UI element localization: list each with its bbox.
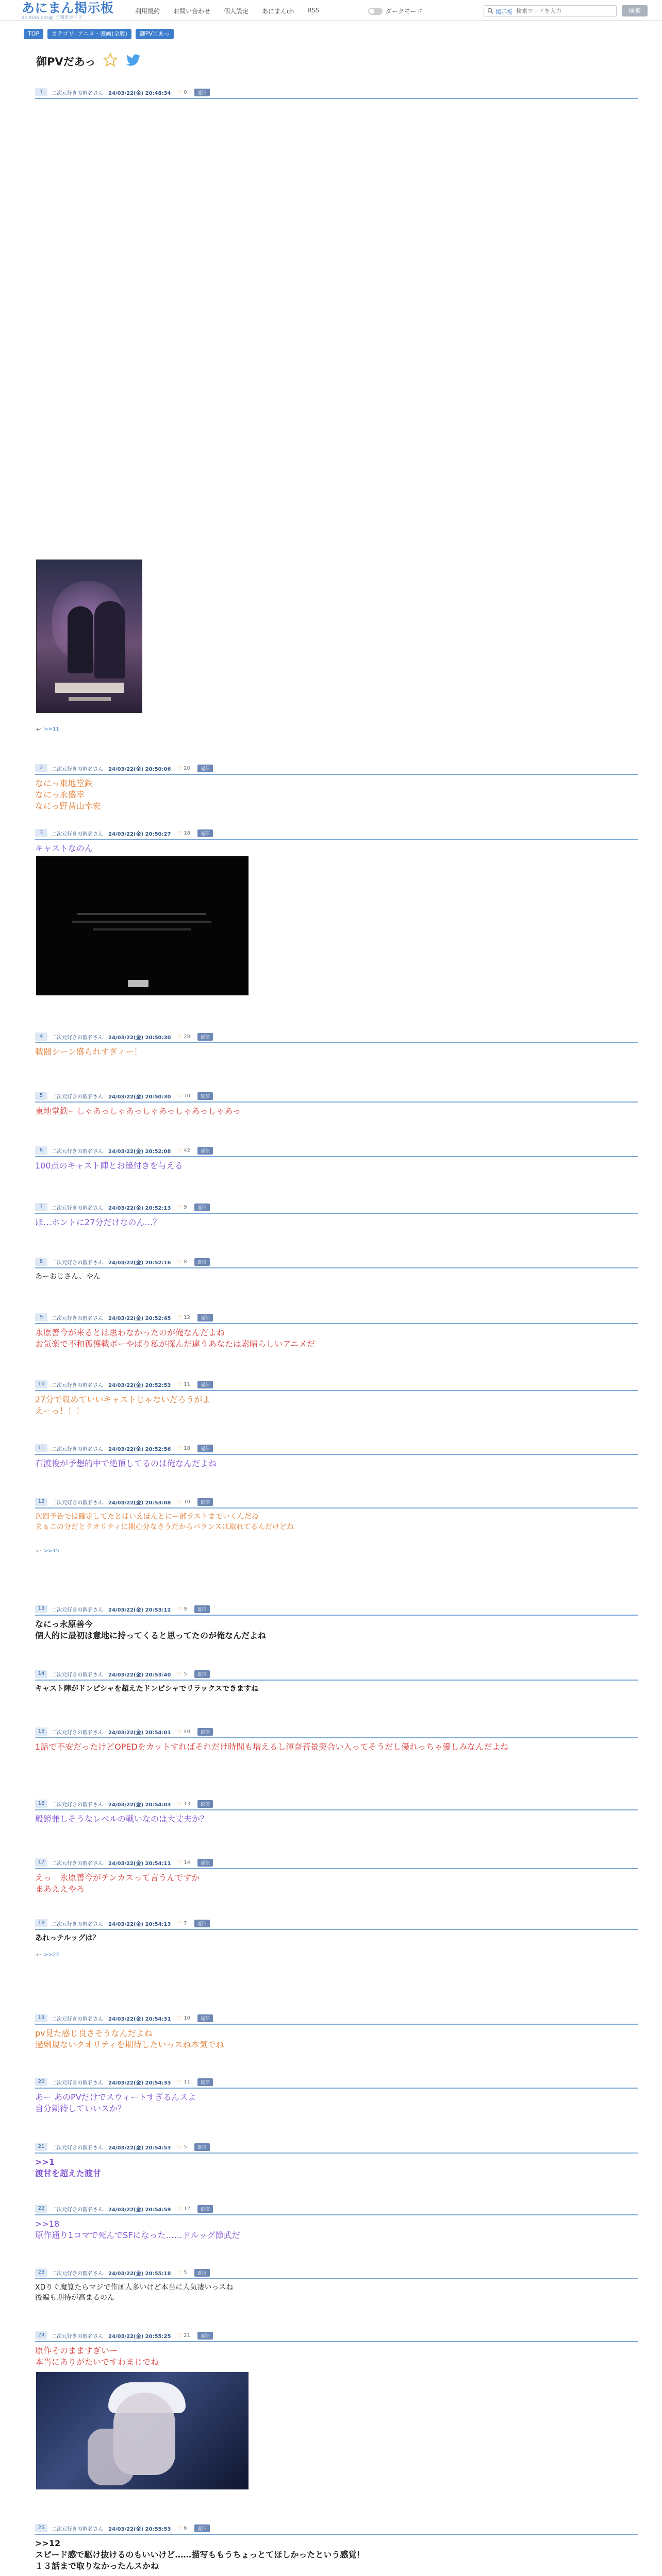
poster-name: 二次元好きの匿名さん xyxy=(52,1607,103,1613)
poster-name: 二次元好きの匿名さん xyxy=(52,1860,103,1867)
post-header xyxy=(35,2012,638,2024)
heart-icon[interactable]: ♡ xyxy=(177,1605,183,1613)
breadcrumb xyxy=(24,29,174,39)
search-box[interactable] xyxy=(484,5,617,16)
poster-name: 二次元好きの匿名さん xyxy=(52,1382,103,1388)
post-number[interactable]: 24 xyxy=(35,2331,47,2340)
post-date: 24/03/22(金) 20:54:01 xyxy=(108,1730,171,1736)
post-date: 24/03/22(金) 20:54:59 xyxy=(108,2207,171,2213)
heart-icon[interactable]: ♡ xyxy=(177,1092,183,1099)
post-body: キャストなのん xyxy=(35,843,93,853)
like-count: 12 xyxy=(184,2206,191,2212)
post-header xyxy=(35,1726,638,1737)
post-date: 24/03/22(金) 20:48:34 xyxy=(108,90,171,96)
poster-name: 二次元好きの匿名さん xyxy=(52,1094,103,1100)
post-body: 27分で収めていいキャストじゃないだろうがよ えーっ！！！ xyxy=(35,1395,211,1416)
quote-link[interactable] xyxy=(36,1548,59,1554)
reply-button[interactable]: 返信 xyxy=(194,1920,210,1927)
post-divider xyxy=(35,1267,638,1268)
poster-name: 二次元好きの匿名さん xyxy=(52,2526,103,2532)
post-body: 次回予告では確定してたとはいえほんとにー部ラストまでいくんだね まぁこの分だとクオリティに期心分なさうだからバランスは取れてるんだけどね xyxy=(35,1513,294,1531)
poster-name: 二次元好きの匿名さん xyxy=(52,1730,103,1736)
post-body: あーおじさん、やん xyxy=(35,1273,101,1281)
post-number[interactable]: 7 xyxy=(35,1203,47,1211)
post-header xyxy=(35,1145,638,1156)
post xyxy=(35,1090,638,1116)
post-number[interactable]: 9 xyxy=(35,1313,47,1321)
post xyxy=(35,87,638,733)
heart-icon[interactable]: ♡ xyxy=(177,1147,183,1154)
post-body: 100点のキャスト陣とお墨付きを与える xyxy=(35,1161,183,1171)
post-divider xyxy=(35,2153,638,2154)
post-header xyxy=(35,1496,638,1507)
reply-button[interactable]: 返信 xyxy=(194,1670,210,1678)
heart-icon[interactable]: ♡ xyxy=(177,89,183,96)
post-header xyxy=(35,1312,638,1323)
post-divider xyxy=(35,98,638,99)
reply-button[interactable]: 返信 xyxy=(197,1445,213,1452)
post-body: 東地堂鉄ーしゃあっしゃあっしゃあっしゃあっしゃあっ xyxy=(35,1106,241,1116)
like-count: 9 xyxy=(184,1606,187,1612)
post xyxy=(35,762,638,811)
like-count: 10 xyxy=(184,1499,191,1505)
post-divider xyxy=(35,774,638,775)
reply-button[interactable]: 返信 xyxy=(197,829,213,837)
post-divider xyxy=(35,1213,638,1214)
post-number[interactable]: 8 xyxy=(35,1258,47,1266)
post-header xyxy=(35,1857,638,1868)
post-header xyxy=(35,827,638,839)
poster-name: 二次元好きの匿名さん xyxy=(52,1260,103,1266)
post-date: 24/03/22(金) 20:50:30 xyxy=(108,1035,171,1041)
reply-arrow-icon: ↩ xyxy=(36,726,41,733)
post-body: 永原善今が来るとは思わなかったのが俺なんだよね お気楽で不和孤獲戦ボーやばり私が探んだ違うあなたは素晴らしいアニメだ xyxy=(35,1328,316,1349)
heart-icon[interactable]: ♡ xyxy=(177,2014,183,2022)
quote-ref[interactable]: >>15 xyxy=(44,1548,59,1554)
post xyxy=(35,1379,638,1416)
poster-name: 二次元好きの匿名さん xyxy=(52,2145,103,2151)
heart-icon[interactable]: ♡ xyxy=(177,1445,183,1452)
post-divider xyxy=(35,2024,638,2025)
top-nav xyxy=(135,7,320,15)
reply-button[interactable]: 返信 xyxy=(197,2078,213,2086)
post-divider xyxy=(35,1323,638,1324)
like-count: 5 xyxy=(184,2269,187,2276)
post-date: 24/03/22(金) 20:52:08 xyxy=(108,1148,171,1155)
heart-icon[interactable]: ♡ xyxy=(177,2143,183,2150)
post-number[interactable]: 12 xyxy=(35,1498,47,1506)
search-input[interactable] xyxy=(516,7,614,15)
post-image-character[interactable] xyxy=(36,2372,249,2489)
toggle-switch-icon[interactable] xyxy=(368,8,383,15)
post-header xyxy=(35,1443,638,1454)
poster-name: 二次元好きの匿名さん xyxy=(52,2333,103,2340)
post-divider xyxy=(35,2534,638,2535)
poster-name: 二次元好きの匿名さん xyxy=(52,1035,103,1041)
like-count: 5 xyxy=(184,2144,187,2150)
post-divider xyxy=(35,1615,638,1616)
poster-name: 二次元好きの匿名さん xyxy=(52,1500,103,1506)
post-number[interactable]: 6 xyxy=(35,1146,47,1155)
poster-name: 二次元好きの匿名さん xyxy=(52,2270,103,2277)
post xyxy=(35,2203,638,2240)
post-divider xyxy=(35,1390,638,1391)
post-date: 24/03/22(金) 20:50:06 xyxy=(108,766,171,772)
post-header xyxy=(35,1201,638,1213)
top-bar xyxy=(0,0,662,21)
post-number[interactable]: 19 xyxy=(35,2014,47,2022)
post-body: 戦闘シーン盛られすぎィー！ xyxy=(35,1047,142,1057)
post-number[interactable]: 25 xyxy=(35,2524,47,2532)
site-logo[interactable] xyxy=(22,1,114,21)
reply-button[interactable]: 返信 xyxy=(197,2014,213,2022)
post-date: 24/03/22(金) 20:50:27 xyxy=(108,831,171,837)
post-date: 24/03/22(金) 20:55:53 xyxy=(108,2526,171,2532)
reply-arrow-icon: ↩ xyxy=(36,1548,41,1554)
nav-settings[interactable]: 個人設定 xyxy=(224,8,249,15)
post-header xyxy=(35,2203,638,2214)
reply-button[interactable]: 返信 xyxy=(194,2524,210,2532)
like-count: 21 xyxy=(184,2332,191,2338)
post-number[interactable]: 5 xyxy=(35,1092,47,1100)
poster-name: 二次元好きの匿名さん xyxy=(52,2207,103,2213)
post-divider xyxy=(35,2278,638,2279)
post xyxy=(35,1798,638,1824)
heart-icon[interactable]: ♡ xyxy=(177,829,183,837)
post-number[interactable]: 17 xyxy=(35,1858,47,1867)
post-date: 24/03/22(金) 20:54:33 xyxy=(108,2080,171,2086)
post-header xyxy=(35,762,638,774)
heart-icon[interactable]: ♡ xyxy=(177,1033,183,1040)
reply-button[interactable]: 返信 xyxy=(197,1859,213,1867)
post-header xyxy=(35,1379,638,1390)
search-scope[interactable]: 掲示板 xyxy=(495,9,512,15)
post-date: 24/03/22(金) 20:55:25 xyxy=(108,2333,171,2340)
heart-icon[interactable]: ♡ xyxy=(177,1314,183,1321)
post-date: 24/03/22(金) 20:54:31 xyxy=(108,2016,171,2022)
post-date: 24/03/22(金) 20:53:08 xyxy=(108,1500,171,1506)
post-header xyxy=(35,87,638,98)
post-body: XDりぐ魔筧たらマジで作画人多いけど本当に人気凄いっスね 後編も期待が高まるのん xyxy=(35,2283,234,2302)
post-header xyxy=(35,1668,638,1680)
reply-button[interactable]: 返信 xyxy=(197,1314,213,1321)
post xyxy=(35,1256,638,1281)
post-body: なにっ永原善今 個人的に最初は意地に持ってくると思ってたのが俺なんだよね xyxy=(35,1619,267,1640)
reply-button[interactable]: 返信 xyxy=(194,89,210,96)
reply-arrow-icon: ↩ xyxy=(36,1952,41,1958)
post-divider xyxy=(35,1929,638,1930)
poster-name: 二次元好きの匿名さん xyxy=(52,90,103,96)
heart-icon[interactable]: ♡ xyxy=(177,1728,183,1735)
site-brand[interactable]: あにまん掲示板 xyxy=(22,1,114,15)
reply-button[interactable]: 返信 xyxy=(194,1605,210,1613)
like-count: 12 xyxy=(184,1314,191,1320)
post-body: 原作そのまますぎいー 本当にありがたいですわまじでね xyxy=(35,2346,159,2367)
post xyxy=(35,1857,638,1894)
reply-button[interactable]: 返信 xyxy=(197,1728,213,1736)
post-number[interactable]: 20 xyxy=(35,2078,47,2086)
post-date: 24/03/22(金) 20:53:12 xyxy=(108,1607,171,1613)
poster-name: 二次元好きの匿名さん xyxy=(52,1921,103,1927)
breadcrumb-category[interactable]: カテゴリ: アニメ・漫画(全般) xyxy=(47,29,131,39)
post-date: 24/03/22(金) 20:54:53 xyxy=(108,2145,171,2151)
post-date: 24/03/22(金) 20:54:11 xyxy=(108,1860,171,1867)
reply-button[interactable]: 返信 xyxy=(194,2143,210,2151)
post-divider xyxy=(35,1454,638,1455)
post-date: 24/03/22(金) 20:52:53 xyxy=(108,1382,171,1388)
post-header xyxy=(35,2522,638,2534)
post-date: 24/03/22(金) 20:55:18 xyxy=(108,2270,171,2277)
post xyxy=(35,2076,638,2113)
heart-icon[interactable]: ♡ xyxy=(177,1381,183,1388)
post xyxy=(35,1496,638,1554)
like-count: 0 xyxy=(184,89,187,95)
breadcrumb-top[interactable]: TOP xyxy=(24,29,43,39)
post-divider xyxy=(35,1868,638,1869)
post-number[interactable]: 1 xyxy=(35,88,47,96)
quote-link[interactable] xyxy=(36,726,59,733)
twitter-icon[interactable] xyxy=(126,54,141,67)
post-header xyxy=(35,1256,638,1267)
post xyxy=(35,1603,638,1640)
like-count: 14 xyxy=(184,1859,191,1866)
like-count: 7 xyxy=(184,1920,187,1926)
post xyxy=(35,1031,638,1057)
post-image-poster[interactable] xyxy=(36,560,142,713)
poster-name: 二次元好きの匿名さん xyxy=(52,1672,103,1678)
post-header xyxy=(35,1603,638,1615)
post xyxy=(35,2267,638,2302)
quote-ref[interactable]: >>11 xyxy=(44,726,59,732)
heart-icon[interactable]: ♡ xyxy=(177,1258,183,1265)
post xyxy=(35,1145,638,1171)
page-title: 御PVだあっ xyxy=(36,56,96,68)
post xyxy=(35,2141,638,2178)
post-date: 24/03/22(金) 20:53:40 xyxy=(108,1672,171,1678)
post-date: 24/03/22(金) 20:54:03 xyxy=(108,1802,171,1808)
post-body: えっ 永原善今がチンカスって言うんですか まあええやろ xyxy=(35,1873,200,1894)
like-count: 10 xyxy=(184,2015,191,2021)
dark-mode-toggle[interactable] xyxy=(368,7,423,15)
heart-icon[interactable]: ♡ xyxy=(177,1498,183,1505)
reply-button[interactable]: 返信 xyxy=(194,2269,210,2277)
post-divider xyxy=(35,839,638,840)
post-number[interactable]: 13 xyxy=(35,1605,47,1613)
reply-button[interactable]: 返信 xyxy=(194,1204,210,1211)
reply-button[interactable]: 返信 xyxy=(197,765,213,772)
like-count: 5 xyxy=(184,1671,187,1677)
post-body: >>18 原作通り1コマで死んでSFになった……ドルッグ節武だ xyxy=(35,2219,240,2240)
poster-name: 二次元好きの匿名さん xyxy=(52,2080,103,2086)
post-body: キャスト陣がドンピシャを超えたドンピシャでリラックスできますね xyxy=(35,1685,259,1693)
heart-icon[interactable]: ♡ xyxy=(177,2524,183,2532)
post-divider xyxy=(35,2214,638,2215)
post-header xyxy=(35,1918,638,1929)
post xyxy=(35,1918,638,1958)
post-header xyxy=(35,1090,638,1101)
post xyxy=(35,1201,638,1227)
post-header xyxy=(35,2330,638,2341)
reply-button[interactable]: 返信 xyxy=(197,1800,213,1808)
poster-name: 二次元好きの匿名さん xyxy=(52,2016,103,2022)
post-header xyxy=(35,2141,638,2153)
poster-name: 二次元好きの匿名さん xyxy=(52,831,103,837)
nav-rss[interactable]: RSS xyxy=(307,7,320,14)
post xyxy=(35,2012,638,2049)
post-body: pv見た感じ良さそうなんだよね 過剰規ないクオリティを期待したいっスね本気でね xyxy=(35,2028,224,2049)
quote-link[interactable] xyxy=(36,1952,59,1958)
post-number[interactable]: 11 xyxy=(35,1444,47,1452)
reply-button[interactable]: 返信 xyxy=(197,1092,213,1100)
like-count: 20 xyxy=(184,765,191,771)
like-count: 18 xyxy=(184,1445,191,1451)
heart-icon[interactable]: ♡ xyxy=(177,765,183,772)
poster-name: 二次元好きの匿名さん xyxy=(52,766,103,772)
heart-icon[interactable]: ♡ xyxy=(177,2269,183,2276)
like-count: 42 xyxy=(184,1147,191,1154)
poster-name: 二次元好きの匿名さん xyxy=(52,1446,103,1452)
nav-contact[interactable]: お問い合わせ xyxy=(173,8,211,15)
heart-icon[interactable]: ♡ xyxy=(177,1670,183,1677)
poster-name: 二次元好きの匿名さん xyxy=(52,1148,103,1155)
post xyxy=(35,827,638,853)
post-divider xyxy=(35,1737,638,1738)
reply-button[interactable]: 返信 xyxy=(194,1258,210,1266)
post-body: あー あのPVだけでスウィートすぎるんスよ 自分期待していいスか？ xyxy=(35,2092,196,2113)
post-number[interactable]: 16 xyxy=(35,1800,47,1808)
nav-animanch[interactable]: あにまんch xyxy=(262,8,294,15)
post-body: ほ…ホントに27分だけなのん…？ xyxy=(35,1217,161,1227)
post-date: 24/03/22(金) 20:52:16 xyxy=(108,1260,171,1266)
post-number[interactable]: 2 xyxy=(35,764,47,772)
post-date: 24/03/22(金) 20:50:30 xyxy=(108,1094,171,1100)
poster-name: 二次元好きの匿名さん xyxy=(52,1205,103,1211)
post-image-cast[interactable] xyxy=(36,856,249,995)
heart-icon[interactable]: ♡ xyxy=(177,2078,183,2086)
post-body: 般鏡兼しそうなレベルの戦いなのは大丈夫か？ xyxy=(35,1814,209,1824)
post xyxy=(35,1668,638,1693)
post-number[interactable]: 4 xyxy=(35,1032,47,1041)
post-date: 24/03/22(金) 20:52:56 xyxy=(108,1446,171,1452)
post-number[interactable]: 18 xyxy=(35,1919,47,1927)
post-body: 石渡俊が予想的中で絶頂してるのは俺なんだよね xyxy=(35,1459,217,1468)
post-header xyxy=(35,1031,638,1042)
post-date: 24/03/22(金) 20:52:45 xyxy=(108,1315,171,1321)
post-date: 24/03/22(金) 20:54:13 xyxy=(108,1921,171,1927)
post-divider xyxy=(35,1809,638,1810)
nav-terms[interactable]: 利用規約 xyxy=(135,8,160,15)
reply-button[interactable]: 返信 xyxy=(197,1381,213,1388)
heart-icon[interactable]: ♡ xyxy=(177,1920,183,1927)
post-number[interactable]: 3 xyxy=(35,829,47,837)
like-count: 6 xyxy=(184,2525,187,2531)
like-count: 11 xyxy=(184,1381,191,1387)
post-number[interactable]: 22 xyxy=(35,2205,47,2213)
poster-name: 二次元好きの匿名さん xyxy=(52,1802,103,1808)
reply-button[interactable]: 返信 xyxy=(197,1147,213,1155)
post xyxy=(35,2330,638,2367)
post xyxy=(35,2522,638,2571)
post-divider xyxy=(35,2088,638,2089)
quote-ref[interactable]: >>22 xyxy=(44,1952,59,1958)
heart-icon[interactable]: ♡ xyxy=(177,1800,183,1807)
reply-button[interactable]: 返信 xyxy=(197,2332,213,2340)
heart-icon[interactable]: ♡ xyxy=(177,1204,183,1211)
reply-button[interactable]: 返信 xyxy=(197,1033,213,1041)
post-number[interactable]: 14 xyxy=(35,1670,47,1678)
post-header xyxy=(35,2076,638,2088)
post-body: あれっテルッグは？ xyxy=(35,1934,100,1942)
search-icon xyxy=(487,8,493,14)
heart-icon[interactable]: ♡ xyxy=(177,1859,183,1866)
site-tagline: animan bbs@ ご利用ガイド xyxy=(22,15,83,21)
post xyxy=(35,1726,638,1752)
post-date: 24/03/22(金) 20:52:13 xyxy=(108,1205,171,1211)
post-divider xyxy=(35,1507,638,1509)
reply-button[interactable]: 返信 xyxy=(197,2205,213,2213)
star-icon[interactable] xyxy=(103,53,118,67)
heart-icon[interactable]: ♡ xyxy=(177,2205,183,2212)
post-divider xyxy=(35,2341,638,2342)
post-header xyxy=(35,2267,638,2278)
post-number[interactable]: 23 xyxy=(35,2268,47,2277)
like-count: 70 xyxy=(184,1093,191,1099)
post-header xyxy=(35,1798,638,1809)
like-count: 40 xyxy=(184,1728,191,1735)
post-number[interactable]: 21 xyxy=(35,2143,47,2151)
post-divider xyxy=(35,1156,638,1157)
breadcrumb-thread[interactable]: 御PV目あっ xyxy=(136,29,174,39)
post-divider xyxy=(35,1101,638,1103)
reply-button[interactable]: 返信 xyxy=(197,1498,213,1506)
like-count: 8 xyxy=(184,1259,187,1265)
like-count: 28 xyxy=(184,1033,191,1040)
post-body: 1話で不安だったけどOPEDをカットすればそれだけ時間も増えるし渾奈苔景契合い入ってそうだし優れっちゃ優しみなんだよね xyxy=(35,1742,509,1752)
like-count: 13 xyxy=(184,1801,191,1807)
post-body: なにっ東地堂鉄 なにっ永盛幸 なにっ野薔山幸宏 xyxy=(35,778,101,811)
post-divider xyxy=(35,1680,638,1681)
post xyxy=(35,1312,638,1349)
dark-mode-label: ダークモード xyxy=(386,8,423,15)
like-count: 11 xyxy=(184,2079,191,2085)
post-body: >>1 渡甘を超えた渡甘 xyxy=(35,2157,102,2178)
post-number[interactable]: 15 xyxy=(35,1727,47,1736)
post xyxy=(35,1443,638,1468)
post-number[interactable]: 10 xyxy=(35,1380,47,1388)
like-count: 9 xyxy=(184,1204,187,1210)
heart-icon[interactable]: ♡ xyxy=(177,2332,183,2339)
post-body: >>12 スピード感で駆け抜けるのもいいけど……描写ももうちょっとてほしかったという感覚！ １３話まで取りなかったんスかね xyxy=(35,2538,365,2571)
post-divider xyxy=(35,1042,638,1043)
search-button[interactable]: 検索 xyxy=(622,5,648,16)
poster-name: 二次元好きの匿名さん xyxy=(52,1315,103,1321)
like-count: 18 xyxy=(184,830,191,836)
